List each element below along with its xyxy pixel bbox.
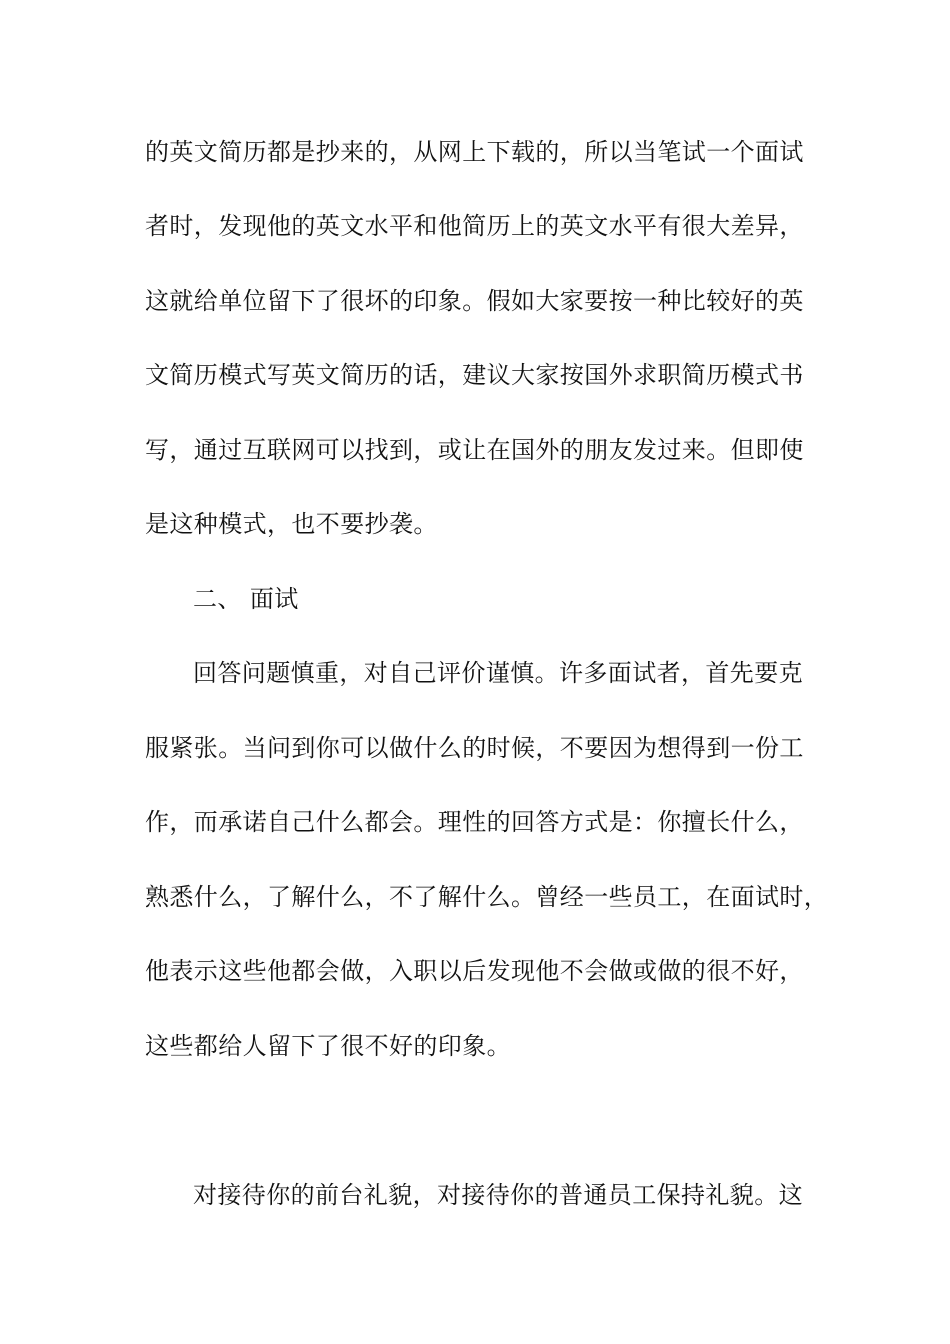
paragraph-line: 者时，发现他的英文水平和他简历上的英文水平有很大差异， [145,212,804,240]
paragraph-line: 对接待你的前台礼貌，对接待你的普通员工保持礼貌。这 [193,1181,803,1209]
paragraph-line: 文简历模式写英文简历的话，建议大家按国外求职简历模式书 [145,361,804,389]
paragraph-line: 作，而承诺自己什么都会。理性的回答方式是：你擅长什么， [145,808,804,836]
paragraph-line: 是这种模式，也不要抄袭。 [145,510,438,538]
paragraph-line: 服紧张。当问到你可以做什么的时候，不要因为想得到一份工 [145,734,804,762]
paragraph-line: 写，通过互联网可以找到，或让在国外的朋友发过来。但即使 [145,436,804,464]
paragraph-line: 回答问题慎重，对自己评价谨慎。许多面试者，首先要克 [193,659,803,687]
paragraph-line: 熟悉什么，了解什么，不了解什么。曾经一些员工，在面试时， [145,883,829,911]
section-heading: 二、 面试 [193,585,299,613]
paragraph-line: 的英文简历都是抄来的，从网上下载的，所以当笔试一个面试 [145,138,804,166]
paragraph-line: 这些都给人留下了很不好的印象。 [145,1032,511,1060]
paragraph-line: 他表示这些他都会做，入职以后发现他不会做或做的很不好， [145,957,804,985]
paragraph-line: 这就给单位留下了很坏的印象。假如大家要按一种比较好的英 [145,287,804,315]
